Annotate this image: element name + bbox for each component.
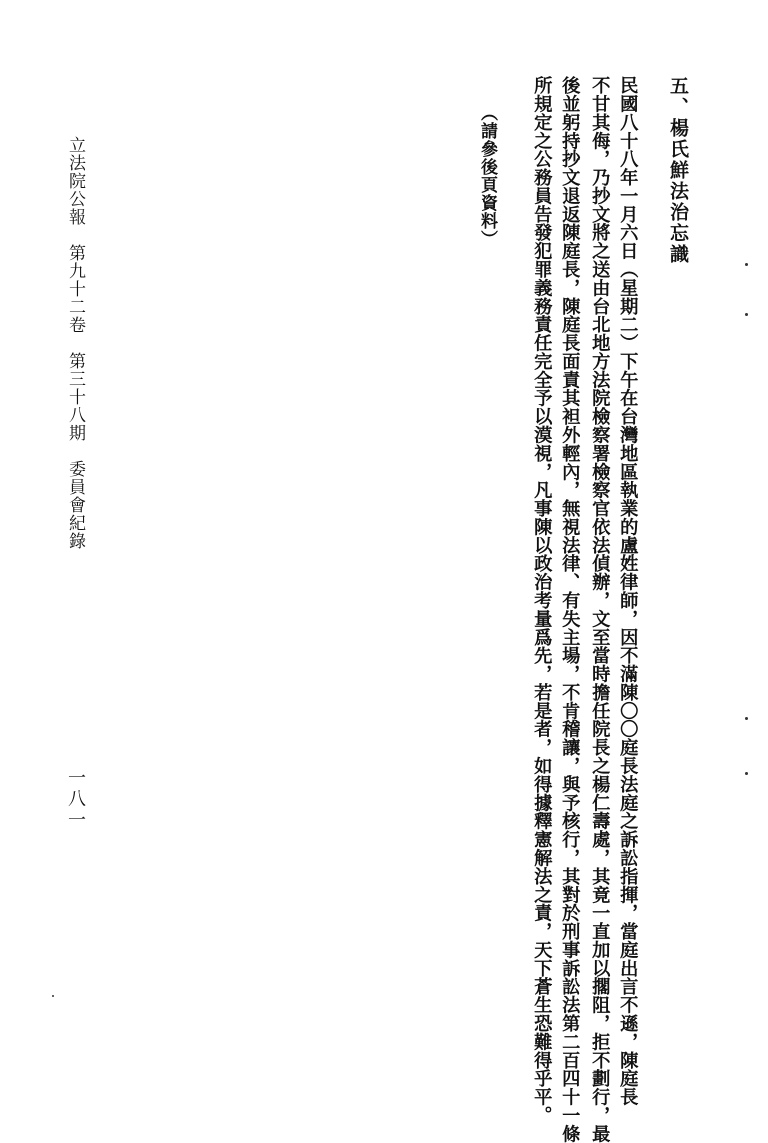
scan-speck <box>745 772 748 775</box>
paragraph-line-2: 不甘其侮，乃抄文將之送由台北地方法院檢察署檢察官依法偵辦，文至當時擔任院長之楊仁壽處，其竟一直加以擱阻，拒不劃行，最 <box>589 76 611 1143</box>
scan-speck <box>745 313 748 316</box>
scan-speck <box>745 717 748 720</box>
reference-note: （請參後頁資料） <box>477 104 497 248</box>
page-number: 一八一 <box>65 768 86 831</box>
paragraph-line-3: 後並躬持抄文退返陳庭長，陳庭長面責其袒外輕內，無視法律、有失主場，不肯稽讓，與予核行，其對於刑事訴訟法第二百四十一條 <box>559 76 581 1143</box>
publication-footer: 立法院公報 第九十二卷 第三十八期 委員會紀錄 <box>65 136 85 550</box>
paragraph-line-1: 民國八十八年一月六日（星期二）下午在台灣地區執業的盧姓律師，因不滿陳〇〇庭長法庭之訴訟指揮，當庭出言不遜，陳庭長 <box>617 76 639 1106</box>
paragraph-line-4: 所規定之公務員告發犯罪義務責任完全予以漠視，凡事陳以政治考量爲先，若是者，如得據釋憲解法之責，天下蒼生恐難得乎平。 <box>531 76 553 1125</box>
section-heading: 五、楊氏鮮法治忘識 <box>667 76 689 265</box>
scan-speck <box>52 995 54 997</box>
scan-speck <box>745 263 748 266</box>
